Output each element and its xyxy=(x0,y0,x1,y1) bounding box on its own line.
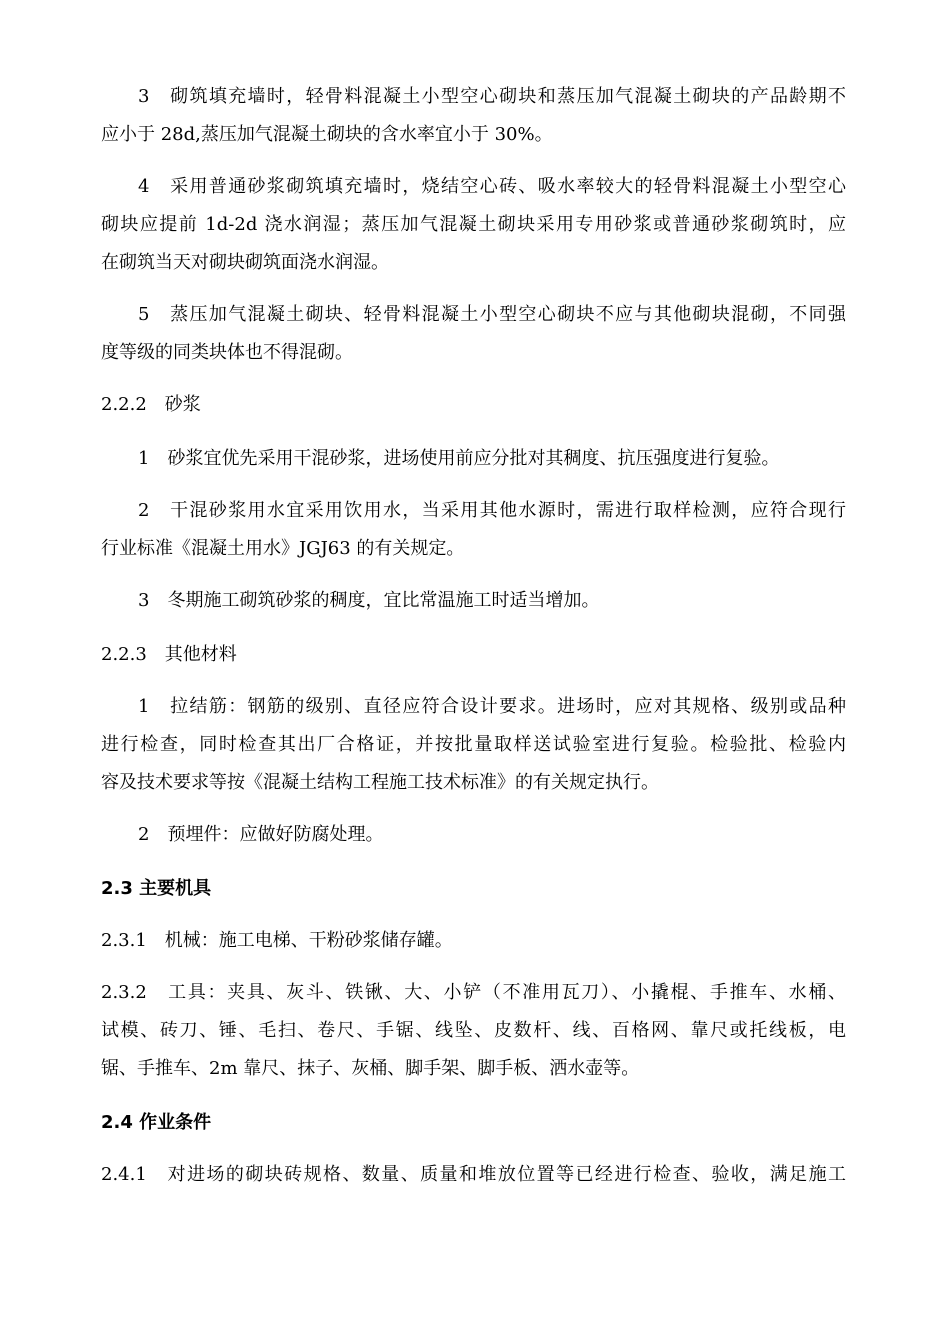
text-line: 4 采用普通砂浆砌筑填充墙时，烧结空心砖、吸水率较大的轻骨料混凝土小型空心 xyxy=(138,176,846,197)
text-line: 进行检查，同时检查其出厂合格证，并按批量取样送试验室进行复验。检验批、检验内 xyxy=(101,734,846,755)
text-line: 锯、手推车、2m 靠尺、抹子、灰桶、脚手架、脚手板、洒水壶等。 xyxy=(101,1058,640,1079)
text-line: 2.3.1 机械：施工电梯、干粉砂浆储存罐。 xyxy=(101,930,453,951)
text-line: 3 砌筑填充墙时，轻骨料混凝土小型空心砌块和蒸压加气混凝土砌块的产品龄期不 xyxy=(138,86,846,107)
section-heading-bold: 2.3 主要机具 xyxy=(101,878,212,899)
section-heading: 2.2.3 其他材料 xyxy=(101,644,237,665)
section-heading-bold: 2.4 作业条件 xyxy=(101,1112,212,1133)
text-line: 2 干混砂浆用水宜采用饮用水，当采用其他水源时，需进行取样检测，应符合现行 xyxy=(138,500,846,521)
text-line: 2.3.2 工具：夹具、灰斗、铁锹、大、小铲（不准用瓦刀）、小撬棍、手推车、水桶、 xyxy=(101,982,846,1003)
text-line: 1 拉结筋：钢筋的级别、直径应符合设计要求。进场时，应对其规格、级别或品种 xyxy=(138,696,846,717)
text-line: 在砌筑当天对砌块砌筑面浇水润湿。 xyxy=(101,252,389,273)
text-line: 2.4.1 对进场的砌块砖规格、数量、质量和堆放位置等已经进行检查、验收，满足施工 xyxy=(101,1164,846,1185)
text-line: 容及技术要求等按《混凝土结构工程施工技术标准》的有关规定执行。 xyxy=(101,772,659,793)
text-line: 行业标准《混凝土用水》JGJ63 的有关规定。 xyxy=(101,538,465,559)
text-line: 度等级的同类块体也不得混砌。 xyxy=(101,342,353,363)
section-heading: 2.2.2 砂浆 xyxy=(101,394,201,415)
text-line: 5 蒸压加气混凝土砌块、轻骨料混凝土小型空心砌块不应与其他砌块混砌，不同强 xyxy=(138,304,846,325)
text-line: 2 预埋件：应做好防腐处理。 xyxy=(138,824,384,845)
text-line: 试模、砖刀、锤、毛扫、卷尺、手锯、线坠、皮数杆、线、百格网、靠尺或托线板，电 xyxy=(101,1020,846,1041)
text-line: 1 砂浆宜优先采用干混砂浆，进场使用前应分批对其稠度、抗压强度进行复验。 xyxy=(138,448,780,469)
text-line: 应小于 28d,蒸压加气混凝土砌块的含水率宜小于 30%。 xyxy=(101,124,553,145)
text-line: 3 冬期施工砌筑砂浆的稠度，宜比常温施工时适当增加。 xyxy=(138,590,600,611)
text-line: 砌块应提前 1d-2d 浇水润湿；蒸压加气混凝土砌块采用专用砂浆或普通砂浆砌筑时，应 xyxy=(101,214,846,235)
